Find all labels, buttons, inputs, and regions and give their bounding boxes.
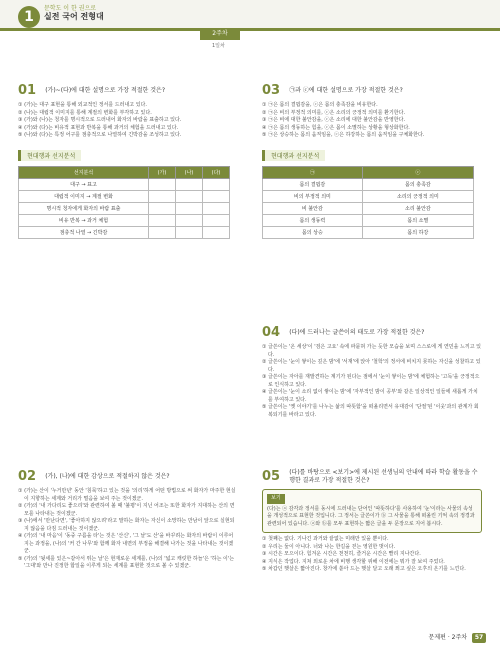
table-header: (다): [203, 166, 230, 178]
table-cell: [149, 226, 176, 238]
table-cell: 비의 부정적 의미: [263, 190, 363, 202]
question-number: 05: [262, 469, 281, 484]
footer: [429, 632, 486, 643]
question-text: (가)~(다)에 대한 설명으로 가장 적절한 것은?: [45, 86, 166, 94]
table-cell: [176, 178, 203, 190]
table-row: [19, 226, 230, 238]
question-04: [262, 322, 482, 419]
table-cell: 소리의 긍정적 의미: [362, 190, 473, 202]
question-01: [18, 80, 238, 239]
option[interactable]: ⑤ ㉠은 상승하는 몸의 움직임을, ⓒ은 하강하는 몸의 움직임을 구체화한다.: [262, 132, 425, 138]
table-cell: [176, 190, 203, 202]
table-cell: 점층적 나열 → 긴박감: [19, 226, 149, 238]
bogi-box: [262, 489, 482, 533]
table-row: [19, 190, 230, 202]
analysis-table: [18, 166, 230, 239]
table-header: (가): [149, 166, 176, 178]
table-cell: [203, 202, 230, 214]
table-cell: 대립적 이미지 → 계절 변화: [19, 190, 149, 202]
analysis-tag: 현대행과 선지분석: [18, 150, 81, 161]
option[interactable]: ③ (나)에서 '만난다면', '좋아하지 않으려'라고 말하는 화자는 자신이 소망하는 만남이 앞으로 실현되지 않음을 다짐 드러내는 것이겠군.: [18, 518, 235, 532]
logo-icon: 1: [18, 6, 40, 28]
option[interactable]: ④ (가)의 '내 마음'이 '동중 구름을 타'는 것은 '산신', '그 날'도 산'을 바꾸려는 화자의 바람이 이루어지는 과정을, (나)의 '커 간 나무'와 함께 화자 내면의 부정을 해결해 나가는 것을 나타내는 것이겠군.: [18, 533, 234, 554]
table-row: [263, 214, 474, 226]
section-badge: 2주차: [200, 28, 240, 40]
table-cell: 몸의 상승: [263, 226, 363, 238]
table-cell: 명시적 청자에게 화자의 바람 표출: [19, 202, 149, 214]
analysis-table: [262, 166, 474, 239]
options: [262, 536, 482, 574]
table-row: [19, 178, 230, 190]
table-cell: [176, 214, 203, 226]
table-row: [19, 202, 230, 214]
brand-small: 문학도 이 한 권으로: [44, 5, 97, 12]
table-cell: 대구 → 표고: [19, 178, 149, 190]
question-05: [262, 466, 482, 574]
question-number: 03: [262, 83, 281, 98]
option[interactable]: ⑤ (나)와 (다)는 특정 어구를 점층적으로 나열하여 긴박감을 조성하고 있다.: [18, 132, 182, 138]
question-number: 01: [18, 83, 37, 98]
question-text: (다)에 드러나는 글쓴이의 태도로 가장 적절한 것은?: [289, 328, 425, 336]
option[interactable]: ① ㉠은 몸의 결핍감을, ⓒ은 몸의 충족감을 비유한다.: [262, 102, 378, 108]
option[interactable]: ③ 시간은 모으이다. 힘겨운 시간은 천천히, 즐거운 시간은 빨리 지나간다.: [262, 551, 421, 557]
table-cell: 몸의 소멸: [362, 214, 473, 226]
brand-title: 실전 국어 전형대: [44, 12, 104, 21]
option[interactable]: ③ ㉠은 비에 대한 불안감을, ⓒ은 소리에 대한 불안감을 반영한다.: [262, 117, 406, 123]
table-cell: 몸의 생동력: [263, 214, 363, 226]
option[interactable]: ⑤ 글쓴이는 '옛 이야기'를 나누는 삶의 따뜻함'을 떠올리면서 유대감이 '단절'된 '이웃'과의 관계가 회복되기를 바라고 있다.: [262, 404, 479, 418]
options: [18, 102, 238, 140]
option[interactable]: ③ 글쓴이는 자아를 재발견하는 계기가 된다는 점에서 '눈이 쌓이는 밤'에 체험하는 '고독'을 긍정적으로 인식하고 있다.: [262, 374, 480, 388]
table-cell: 소리 불안감: [362, 202, 473, 214]
table-row: [263, 226, 474, 238]
option[interactable]: ① (가)는 산이 '누거만년' 동안 '침묵'하고 있는 것을 '의리'하게 어떤 방법으로 써 화자가 마주한 현실이 지향하는 세계와 거리가 멀음을 보여 주는 것이겠군.: [18, 488, 236, 502]
table-cell: [176, 226, 203, 238]
options: [18, 488, 238, 571]
option[interactable]: ① (가)는 대구 표현을 통해 외교적인 정서를 드러내고 있다.: [18, 102, 147, 108]
table-header: ⓒ: [362, 166, 473, 178]
option[interactable]: ② ㉠은 비의 부정적 의미를, ⓒ은 소리의 긍정적 의미를 환기한다.: [262, 109, 406, 116]
footer-label: 문제편 · 2주차: [428, 634, 468, 641]
brand: [44, 5, 104, 21]
options: [262, 102, 482, 140]
option[interactable]: ⑤ (가)의 '뒷세를 있은~같아서 뛰는 날'은 현재로운 세계를, (나)의 '넓고 캐릿한 하늘'은 '하는 이'는 '그대'와 만나 진정한 합일을 이루게 되는 세계를 표현한 것으로 볼 수 있겠군.: [18, 555, 235, 569]
option[interactable]: ② 글쓴이는 '눈이 쌓이는 깊은 밤'에 '서재'에 앉아 '철학'의 정서에 비치지 못하는 자신을 성찰하고 있다.: [262, 359, 481, 373]
question-text: (가), (나)에 대한 감상으로 적절하지 않은 것은?: [45, 472, 170, 480]
option[interactable]: ⑤ 차갑던 햇살은 짧아진다. 창가에 쏟아 드는 햇살 달고 오래 쬐고 싶은 오후의 온기를 느낀다.: [262, 566, 466, 572]
table-cell: 몸의 충족감: [362, 178, 473, 190]
table-cell: [203, 226, 230, 238]
options: [262, 344, 482, 419]
option[interactable]: ③ (가)와 (나)는 청자를 명시적으로 드러내어 화자의 바람을 표출하고 있다.: [18, 117, 182, 123]
option[interactable]: ① 첫째는 없다. 기나긴 과거와 끝없는 미래만 있을 뿐이다.: [262, 536, 389, 542]
table-cell: [149, 214, 176, 226]
option[interactable]: ② 우리는 둘이 아니다. 너와 나는 한길을 걷는 영원한 벗이다.: [262, 543, 396, 550]
bogi-label: 보기: [267, 494, 285, 504]
bogi-text: (다)는 ⓐ 감각과 정서를 동시에 드러내는 단어인 '따뜻하다'를 사용하여 '눈'이라는 사물의 속성을 개성적으로 표현한 것입니다. 그 정서는 글쓴이가 ⓑ 그 사물을 통해 떠올린 기억 속의 정경과 관련되어 있습니다. ⓐ와 ⓑ를 모두 표현하는 짧은 글을 두 문장으로 지어 봅시다.: [267, 505, 475, 527]
question-03: [262, 80, 482, 239]
table-header: (나): [176, 166, 203, 178]
table-cell: 비 불안감: [263, 202, 363, 214]
page-number: 57: [472, 633, 486, 643]
table-row: [263, 190, 474, 202]
question-number: 04: [262, 325, 281, 340]
option[interactable]: ① 글쓴이는 '온 세상'이 '검은 고요' 속에 파묻혀 가는 듯한 모습을 보며 스스로에 게 연민을 느끼고 있다.: [262, 344, 481, 358]
option[interactable]: ④ ㉠은 몸의 생동하는 힘을, ⓒ은 몸이 소멸하는 상황을 형상화한다.: [262, 124, 410, 131]
table-cell: [203, 190, 230, 202]
table-cell: 몸의 결핍감: [263, 178, 363, 190]
table-cell: [149, 202, 176, 214]
table-cell: [176, 202, 203, 214]
question-text: (다)를 바탕으로 <보기>에 제시된 선생님의 안내에 따라 학습 활동을 수행한 결과로 가장 적절한 것은?: [289, 468, 478, 484]
option[interactable]: ② (나)는 대립적 이미지를 통해 계절의 변화를 부각하고 있다.: [18, 109, 152, 116]
table-cell: 비유 반복 → 과거 체험: [19, 214, 149, 226]
header-stripe: [0, 28, 500, 31]
table-row: [19, 214, 230, 226]
table-cell: 몸의 하강: [362, 226, 473, 238]
option[interactable]: ④ 지식은 작업다. 지쳐 외로운 차에 비행 생각할 위해 이전에는 뭐가 잘 보여 주었다.: [262, 558, 445, 565]
option[interactable]: ④ 글쓴이는 '눈이 소리 없이 쌓이는 밤'에 '자부적인 밤이 공부'와 같은 일상적인 일들에 새롭게 가치를 부여하고 있다.: [262, 389, 478, 403]
top-bar: [0, 0, 500, 30]
question-text: ㉠과 ⓒ에 대한 설명으로 가장 적절한 것은?: [289, 86, 403, 94]
table-header: ㉠: [263, 166, 363, 178]
table-row: [263, 202, 474, 214]
question-02: [18, 466, 238, 571]
analysis-tag: 현대행과 선지분석: [262, 150, 325, 161]
lesson-label: 1일차: [212, 43, 225, 49]
table-header: 선지분석: [19, 166, 149, 178]
table-cell: [149, 178, 176, 190]
option[interactable]: ② (가)의 '내 가다리도 좋으리'와 관련하여 볼 때 '불평'이 지닌 어조는 또한 화자가 지대하는 산의 면모를 나타내는 것이겠군.: [18, 503, 235, 517]
table-cell: [149, 190, 176, 202]
question-number: 02: [18, 469, 37, 484]
table-row: [263, 178, 474, 190]
table-cell: [203, 214, 230, 226]
option[interactable]: ④ (가)와 (다)는 비유적 표현과 반복을 통해 과거의 체험을 드러내고 있다.: [18, 124, 179, 131]
table-cell: [203, 178, 230, 190]
